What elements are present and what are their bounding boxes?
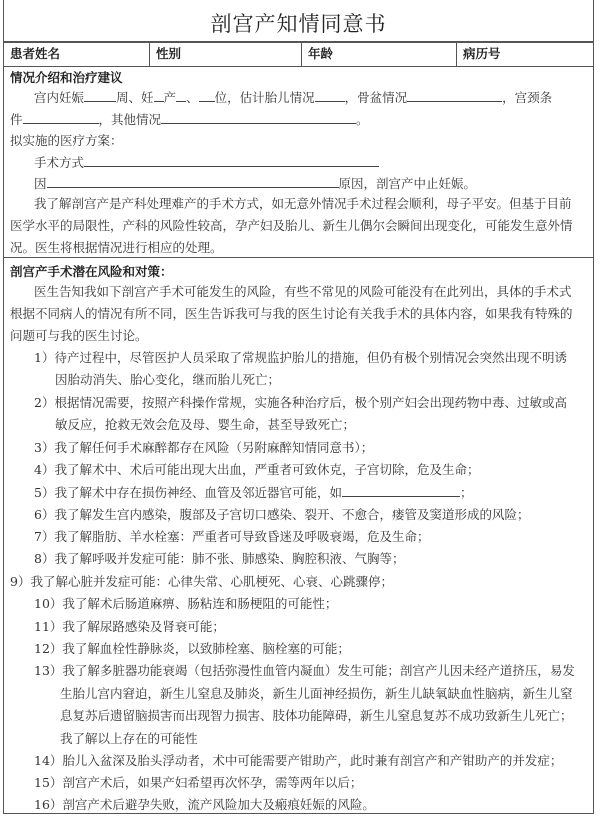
- risk-item-16: 16）剖宫产术后避孕失败，流产风险加大及瘢痕妊娠的风险。: [34, 797, 375, 812]
- plan-label: 拟实施的医疗方案：: [10, 133, 123, 148]
- pelvis-blank[interactable]: [407, 89, 502, 102]
- text: ，骨盆情况: [344, 90, 408, 105]
- record-number-label: 病历号: [463, 46, 501, 61]
- risk-item-1: 1）待产过程中，尽管医护人员采取了常规监护胎儿的措施，但仍有极个别情况会突然出现不明诱: [34, 350, 567, 365]
- organ-injury-blank[interactable]: [342, 484, 460, 497]
- cervix-info-line: [10, 111, 369, 128]
- text: ，宫颈条: [502, 90, 553, 105]
- risk-item-3: 3）我了解任何手术麻醉都存在风险（另附麻醉知情同意书）；: [34, 440, 374, 455]
- patient-name-label: 患者姓名: [10, 46, 61, 61]
- para-blank[interactable]: [176, 89, 186, 102]
- age-label: 年龄: [308, 46, 334, 61]
- fetal-condition-blank[interactable]: [315, 89, 345, 102]
- weeks-blank[interactable]: [84, 89, 116, 102]
- reason-line: [34, 175, 476, 192]
- risk-item-1-cont: 因胎动消失、胎心变化，继而胎儿死亡；: [55, 372, 281, 387]
- understanding-line-2: 医学水平的局限性，产科的风险性较高，孕产妇及胎儿、新生儿偶尔会瞬间出现变化，可能发生意外情: [10, 218, 573, 233]
- risk-item-9: 9）我了解心脏并发症可能：心律失常、心肌梗死、心衰、心跳骤停；: [10, 574, 393, 589]
- cervix-blank[interactable]: [23, 111, 99, 124]
- surgery-method-blank[interactable]: [84, 154, 379, 167]
- risks-intro-line-1: 医生告知我如下剖宫产手术可能发生的风险，有些不常见的风险可能没有在此列出，具体的手术式: [34, 284, 572, 299]
- risk-item-15: 15）剖宫产术后，如果产妇希望再次怀孕，需等两年以后；: [34, 775, 363, 790]
- risk-item-2: 2）根据情况需要，按照产科操作常规，实施各种治疗后，极个别产妇会出现药物中毒、过敏或高: [34, 395, 567, 410]
- gravida-blank[interactable]: [154, 89, 164, 102]
- text: 周、妊: [116, 90, 154, 105]
- patient-info-row: [4, 41, 593, 67]
- record-number-field[interactable]: [456, 43, 593, 66]
- risk-item-13: 13）我了解多脏器功能衰竭（包括弥漫性血管内凝血）发生可能；剖宫产儿因未经产道挤压，易发: [34, 663, 575, 678]
- risk-item-12: 12）我了解血栓性静脉炎，以致肺栓塞、脑栓塞的可能；: [34, 641, 350, 656]
- text: 产: [163, 90, 177, 105]
- surgery-method-line: [34, 154, 379, 171]
- pregnancy-info-line: [34, 89, 552, 106]
- understanding-line-1: 我了解剖宫产是产科处理难产的手术方式，如无意外情况手术过程会顺利，母子平安。但基于目前: [34, 196, 572, 211]
- section-divider: [4, 257, 593, 258]
- risk-item-6: 6）我了解发生宫内感染，腹部及子宫切口感染、裂开、不愈合，瘘管及窦道形成的风险；: [34, 507, 530, 522]
- text: ，其他情况: [98, 112, 162, 127]
- patient-name-field[interactable]: [4, 43, 149, 66]
- text: 。: [356, 112, 369, 127]
- risk-item-13-cont-2: 息复苏后遗留脑损害而出现智力损害、肢体功能障碍，新生儿窒息复苏不成功致新生儿死亡；: [60, 708, 573, 723]
- risk-item-11: 11）我了解尿路感染及肾衰可能；: [34, 619, 225, 634]
- risk-item-2-cont: 敏反应，抢救无效会危及母、婴生命，甚至导致死亡；: [55, 417, 356, 432]
- text: 件: [10, 112, 23, 127]
- text: 位，估计胎儿情况: [214, 90, 315, 105]
- risk-item-13-cont-1: 生胎儿宫内窘迫，新生儿窒息及肺炎，新生儿面神经损伤，新生儿缺氧缺血性脑病，新生儿窒: [60, 686, 573, 701]
- risk-item-5: [34, 484, 472, 501]
- text: 、: [186, 90, 199, 105]
- understanding-line-3: 况。医生将根据情况进行相应的处理。: [10, 240, 223, 255]
- text: 宫内妊娠: [34, 90, 85, 105]
- position-blank[interactable]: [199, 89, 215, 102]
- risk-item-4: 4）我了解术中、术后可能出现大出血，严重者可致休克，子宫切除，危及生命；: [34, 462, 480, 477]
- section-situation-title: 情况介绍和治疗建议: [10, 70, 123, 85]
- risk-item-13-cont-3: 我了解以上存在的可能性: [60, 731, 198, 746]
- risk-item-10: 10）我了解术后肠道麻痹、肠粘连和肠梗阻的可能性；: [34, 596, 338, 611]
- consent-form: [3, 0, 594, 814]
- risk-item-14: 14）胎儿入盆深及胎头浮动者，术中可能需要产钳助产，此时兼有剖宫产和产钳助产的并发症；: [34, 753, 563, 768]
- text: 原因，剖宫产中止妊娠。: [338, 176, 477, 191]
- risks-intro-line-2: 根据不同病人的情况有所不同，医生告诉我可与我的医生讨论有关我手术的具体内容，如果我有特殊的: [10, 306, 573, 321]
- text: 手术方式: [34, 155, 85, 170]
- gender-field[interactable]: [149, 43, 301, 66]
- other-conditions-blank[interactable]: [161, 111, 356, 124]
- risks-intro-line-3: 问题可与我的医生讨论。: [10, 328, 148, 343]
- age-field[interactable]: [301, 43, 456, 66]
- risk-item-7: 7）我了解脂肪、羊水栓塞：严重者可导致昏迷及呼吸衰竭，危及生命；: [34, 529, 430, 544]
- text: 因: [34, 176, 47, 191]
- text: ；: [459, 485, 473, 500]
- risk-item-8: 8）我了解呼吸并发症可能：肺不张、肺感染、胸腔积液、气胸等；: [34, 551, 405, 566]
- text: 5）我了解术中存在损伤神经、血管及邻近器官可能，如: [34, 485, 342, 500]
- form-title: 剖宫产知情同意书: [210, 12, 387, 36]
- reason-blank[interactable]: [47, 175, 339, 188]
- gender-label: 性别: [156, 46, 182, 61]
- section-risks-title: 剖宫产手术潜在风险和对策：: [10, 264, 173, 279]
